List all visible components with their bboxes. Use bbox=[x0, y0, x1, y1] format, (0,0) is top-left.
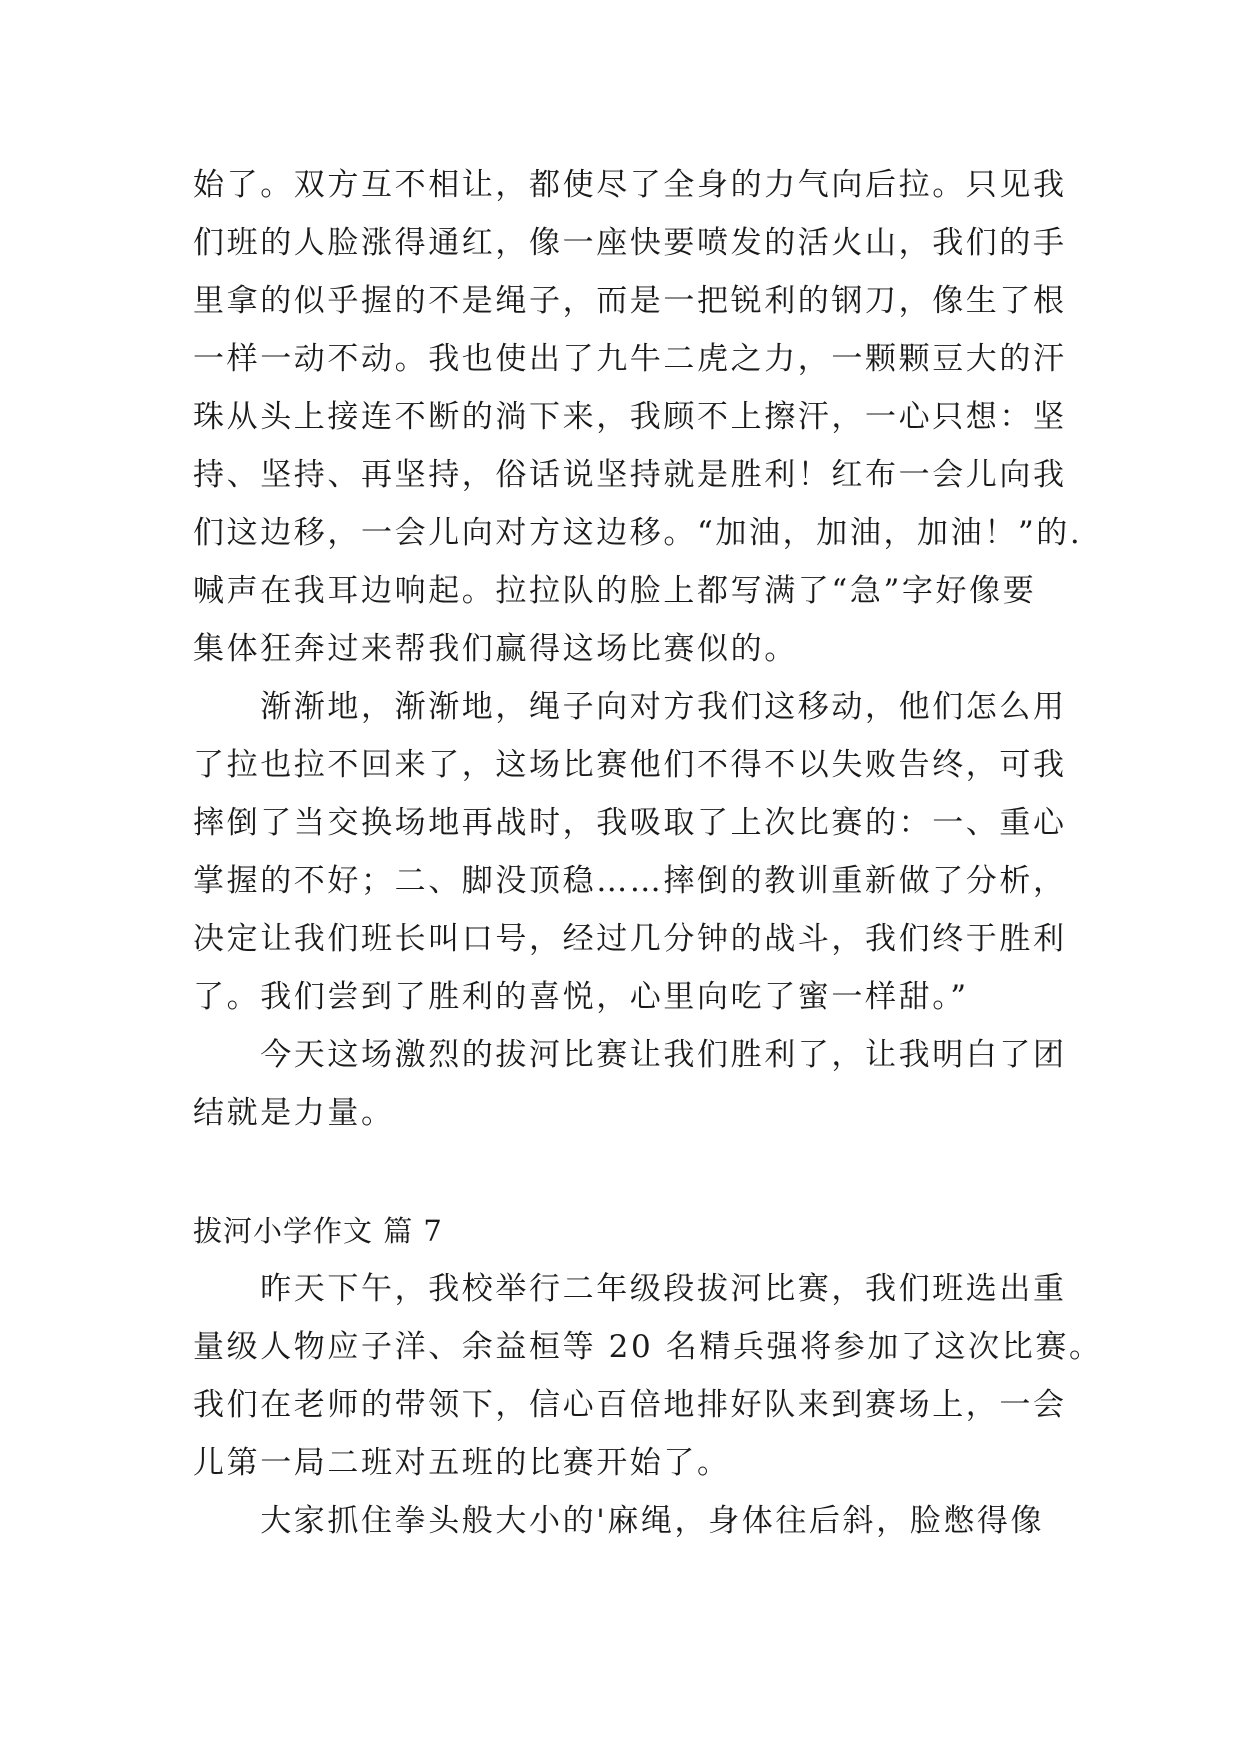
text-line: 结就是力量。 bbox=[193, 1095, 395, 1131]
text-line: 量级人物应子洋、余益桓等 20 名精兵强将参加了这次比赛。 bbox=[193, 1329, 1103, 1365]
text-line: 摔倒了当交换场地再战时，我吸取了上次比赛的：一、重心 bbox=[193, 805, 1067, 841]
text-line: 了拉也拉不回来了，这场比赛他们不得不以失败告终，可我 bbox=[193, 747, 1067, 783]
text-line: 持、坚持、再坚持，俗话说坚持就是胜利！红布一会儿向我 bbox=[193, 457, 1067, 493]
text-line: 儿第一局二班对五班的比赛开始了。 bbox=[193, 1445, 731, 1481]
text-line: 珠从头上接连不断的淌下来，我顾不上擦汗，一心只想：坚 bbox=[193, 399, 1067, 435]
text-line: 们班的人脸涨得通红，像一座快要喷发的活火山，我们的手 bbox=[193, 225, 1067, 261]
text-line: 我们在老师的带领下，信心百倍地排好队来到赛场上，一会 bbox=[193, 1387, 1067, 1423]
paragraph-1 bbox=[193, 156, 1083, 678]
paragraph-4 bbox=[193, 1260, 1103, 1492]
paragraph-3 bbox=[193, 1026, 1073, 1142]
text-line: 大家抓住拳头般大小的'麻绳，身体往后斜，脸憋得像 bbox=[193, 1503, 1045, 1539]
text-line: 了。我们尝到了胜利的喜悦，心里向吃了蜜一样甜。” bbox=[193, 979, 969, 1015]
text-line: 们这边移，一会儿向对方这边移。“加油，加油，加油！”的. bbox=[193, 515, 1083, 551]
paragraph-5 bbox=[193, 1492, 1073, 1550]
text-line: 喊声在我耳边响起。拉拉队的脸上都写满了“急”字好像要 bbox=[193, 573, 1037, 609]
text-line: 始了。双方互不相让，都使尽了全身的力气向后拉。只见我 bbox=[193, 167, 1067, 203]
text-line: 里拿的似乎握的不是绳子，而是一把锐利的钢刀，像生了根 bbox=[193, 283, 1067, 319]
text-line: 今天这场激烈的拔河比赛让我们胜利了，让我明白了团 bbox=[193, 1037, 1067, 1073]
section-heading: 拔河小学作文 篇 7 bbox=[193, 1214, 443, 1248]
text-line: 渐渐地，渐渐地，绳子向对方我们这移动，他们怎么用 bbox=[193, 689, 1067, 725]
text-line: 集体狂奔过来帮我们赢得这场比赛似的。 bbox=[193, 631, 798, 667]
text-line: 昨天下午，我校举行二年级段拔河比赛，我们班选出重 bbox=[193, 1271, 1067, 1307]
text-line: 决定让我们班长叫口号，经过几分钟的战斗，我们终于胜利 bbox=[193, 921, 1067, 957]
text-line: 掌握的不好；二、脚没顶稳……摔倒的教训重新做了分析， bbox=[193, 863, 1067, 899]
text-line: 一样一动不动。我也使出了九牛二虎之力，一颗颗豆大的汗 bbox=[193, 341, 1067, 377]
paragraph-2 bbox=[193, 678, 1073, 1026]
